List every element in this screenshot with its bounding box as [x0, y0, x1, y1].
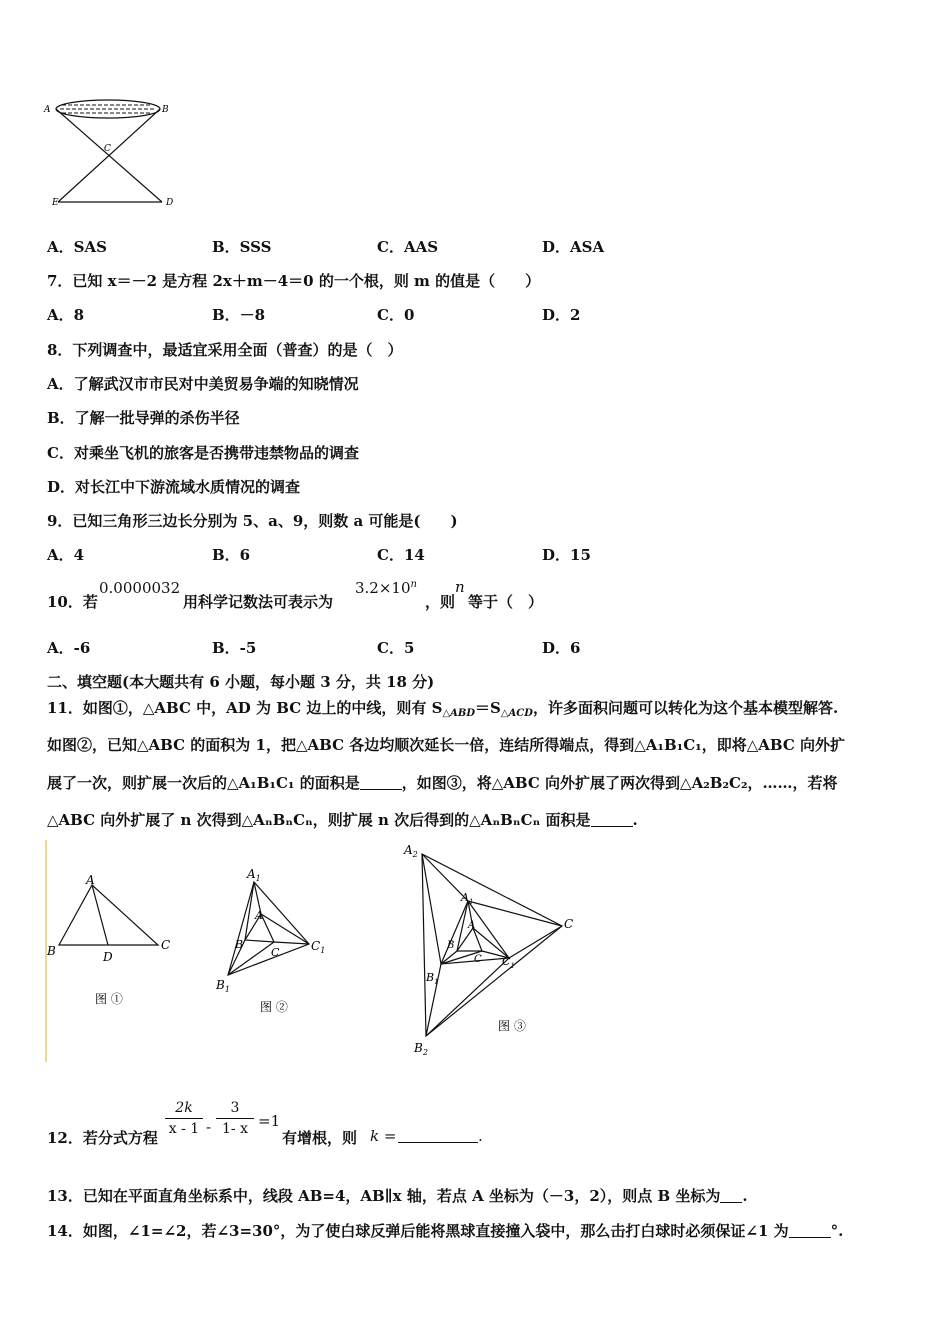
q12-answer: [398, 1127, 483, 1145]
figure-1: [45, 872, 185, 1012]
q12-fraction-1: [165, 1100, 203, 1137]
fig1-caption: 图 ①: [95, 992, 123, 1006]
q12-f2-den: 1- x: [222, 1121, 248, 1137]
q10-n: n: [455, 578, 465, 596]
q10-then: ，则: [425, 593, 456, 611]
svg-text:B1: $B_1$: [426, 971, 439, 986]
q12-fraction-2: [216, 1100, 254, 1137]
fig2-label-B: B: [235, 938, 244, 951]
q11-blank-2[interactable]: [591, 812, 633, 827]
svg-text:A1: $A_1$: [247, 867, 261, 883]
q10-option-d: D．6: [542, 639, 581, 657]
svg-text:C1: $C_1$: [311, 939, 326, 955]
svg-text:C1: $C_1$: [502, 955, 515, 970]
q10-number: 0.0000032: [99, 579, 181, 597]
fig1-label-D: D: [103, 950, 113, 964]
label-D: D: [166, 198, 174, 208]
q11-sub2: △ACD: [500, 708, 533, 719]
fig3-label-B2: B: [414, 1041, 423, 1055]
q13-end: .: [742, 1187, 748, 1205]
q8-option-a: A．了解武汉市市民对中美贸易争端的知晓情况: [47, 375, 359, 393]
section-2-title: 二、填空题(本大题共有 6 小题，每小题 3 分，共 18 分): [47, 673, 435, 691]
q6-option-d: D．ASA: [542, 238, 605, 256]
q13-blank[interactable]: [720, 1188, 742, 1203]
q9-option-c: C．14: [377, 546, 425, 564]
q11-line3-b: ，如图③，将△ABC 向外扩展了两次得到△A₂B₂C₂，……，若将: [401, 774, 838, 792]
q10-suffix: 等于（ ）: [468, 593, 544, 611]
q12-f1-num: 2k: [175, 1100, 193, 1116]
label-A: A: [44, 105, 51, 115]
q10-option-c: C．5: [377, 639, 415, 657]
q12-suffix: 有增根，则: [282, 1129, 358, 1147]
q9-option-a: A．4: [47, 546, 85, 564]
fig3-caption: 图 ③: [498, 1019, 526, 1033]
fig2-label-C: C: [271, 946, 280, 959]
fig3-label-Ct: C: [564, 917, 574, 931]
q7-option-a: A．8: [47, 306, 85, 324]
q13-text: 13．已知在平面直角坐标系中，线段 AB=4，AB∥x 轴，若点 A 坐标为（－3，2），则点 B 坐标为: [47, 1187, 721, 1205]
q10-sci-exp: n: [410, 579, 417, 590]
label-E: E: [52, 198, 59, 208]
label-B: B: [162, 105, 169, 115]
label-C: C: [104, 144, 111, 154]
q7-text: 7．已知 x＝－2 是方程 2x＋m－4＝0 的一个根，则 m 的值是（ ）: [47, 272, 541, 290]
fig2-label-B1: B: [216, 978, 225, 992]
q11-eq: ＝S: [475, 699, 501, 717]
q10-prefix: 10．若: [47, 593, 98, 611]
q11-line1-a: 11．如图①，△ABC 中，AD 为 BC 边上的中线，则有 S: [47, 699, 443, 717]
figure-2: [210, 862, 340, 1027]
fig2-caption: 图 ②: [260, 1000, 288, 1014]
q12-k: k =: [370, 1127, 397, 1145]
q6-option-b: B．SSS: [212, 238, 272, 256]
q14-end: °.: [830, 1222, 844, 1240]
q11-blank-1[interactable]: [360, 775, 402, 790]
q12-minus: -: [206, 1118, 212, 1136]
q14-text: 14．如图，∠1=∠2，若∠3=30°，为了使白球反弹后能将黑球直接撞入袋中，那么击打白球时必须保证∠1 为: [47, 1222, 789, 1240]
q12-f2-num: 3: [230, 1100, 240, 1116]
fig3-label-B1: B: [426, 971, 435, 984]
fig2-label-A1: A: [247, 867, 256, 881]
cone-figure: [40, 95, 190, 210]
q12-end: .: [478, 1127, 483, 1145]
q7-option-b: B．－8: [212, 306, 266, 324]
q10-option-a: A．-6: [47, 639, 91, 657]
q9-option-d: D．15: [542, 546, 591, 564]
fig3-label-A1: A: [461, 891, 469, 904]
q8-option-b: B．了解一批导弹的杀伤半径: [47, 409, 240, 427]
q11-sub1: △ABD: [442, 708, 476, 719]
q10-sci: [355, 579, 417, 597]
fig3-label-C: C: [474, 954, 482, 965]
svg-text:B1: $B_1$: [216, 978, 230, 994]
q7-option-d: D．2: [542, 306, 581, 324]
q7-option-c: C．0: [377, 306, 415, 324]
q6-option-a: A．SAS: [47, 238, 107, 256]
fig3-label-C1: C: [502, 955, 511, 968]
q11-line3-a: 展了一次，则扩展一次后的△A₁B₁C₁ 的面积是: [47, 774, 360, 792]
fig2-label-C1: C: [311, 939, 321, 953]
q10-mid: 用科学记数法可表示为: [183, 593, 334, 611]
q10-option-b: B．-5: [212, 639, 257, 657]
fig3-label-A2: A: [404, 843, 413, 857]
fig3-label-A: A: [468, 920, 476, 931]
q11-line4: [47, 809, 638, 830]
figure-3: [398, 838, 588, 1068]
q12-blank[interactable]: [398, 1128, 478, 1143]
q9-option-b: B．6: [212, 546, 251, 564]
q14-line: [47, 1220, 843, 1241]
fig1-label-C: C: [161, 938, 171, 952]
q8-option-d: D．对长江中下游流域水质情况的调查: [47, 478, 301, 496]
q13-line: [47, 1185, 748, 1206]
fig1-label-A: A: [86, 873, 95, 887]
q9-text: 9．已知三角形三边长分别为 5、a、9，则数 a 可能是( ): [47, 512, 458, 530]
q12-f1-den: x - 1: [168, 1121, 200, 1137]
q8-text: 8．下列调查中，最适宜采用全面（普查）的是（ ）: [47, 341, 403, 359]
svg-text:B2: $B_2$: [414, 1041, 428, 1057]
q11-line1-b: ，许多面积问题可以转化为这个基本模型解答.: [532, 699, 839, 717]
q11-line3: [47, 772, 838, 793]
q12-eq: =1: [258, 1112, 281, 1130]
fig2-label-A: A: [255, 909, 263, 922]
q14-blank[interactable]: [789, 1223, 831, 1238]
fig3-label-B: B: [447, 940, 455, 951]
q6-option-c: C．AAS: [377, 238, 439, 256]
q10-sci-base: 3.2×10: [355, 579, 411, 597]
svg-text:A1: $A_1$: [461, 891, 474, 906]
q11-line4-a: △ABC 向外扩展了 n 次得到△AₙBₙCₙ，则扩展 n 次后得到的△AₙBₙCₙ 面积是: [47, 811, 591, 829]
q11-line2: 如图②，已知△ABC 的面积为 1，把△ABC 各边均顺次延长一倍，连结所得端点，得到△A₁B₁C₁，即将△ABC 向外扩: [47, 736, 846, 754]
svg-text:A2: $A_2$: [404, 843, 418, 859]
q8-option-c: C．对乘坐飞机的旅客是否携带违禁物品的调查: [47, 444, 359, 462]
fig1-label-B: B: [47, 944, 56, 958]
q12-prefix: 12．若分式方程: [47, 1129, 158, 1147]
q11-line4-b: .: [632, 811, 638, 829]
q11-line1: [47, 697, 838, 719]
